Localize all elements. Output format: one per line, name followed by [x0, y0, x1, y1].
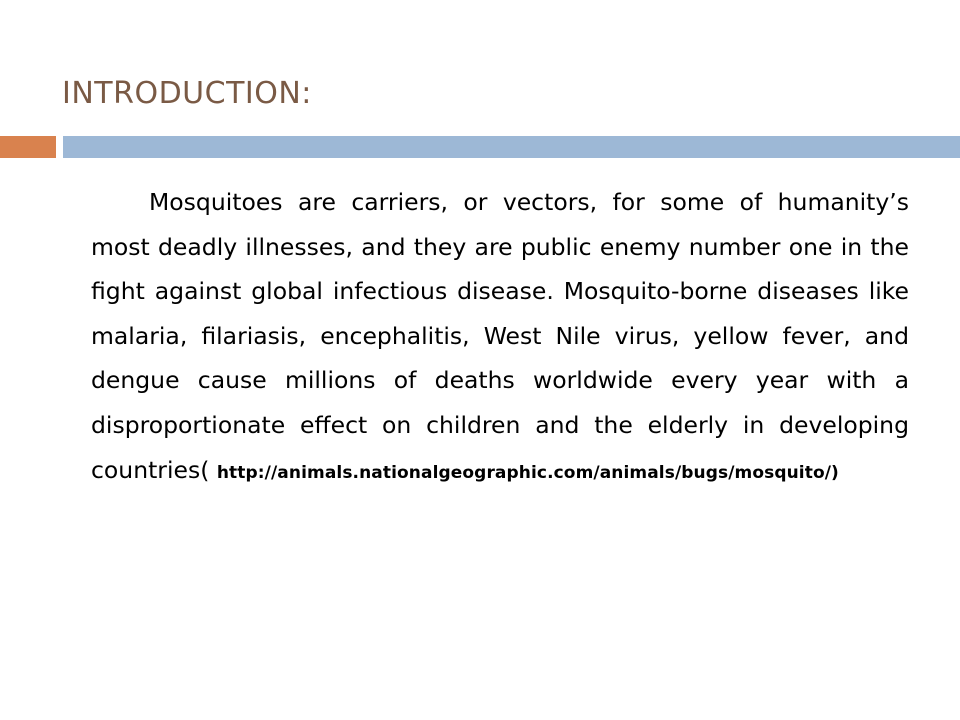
- body-text: Mosquitoes are carriers, or vectors, for some of humanity’s most deadly illnesses, and they are public enemy number one in the fight against global infectious disease. Mosquito-borne diseases like malaria, filariasis, encephalitis, West Nile virus, yellow fever, and dengue cause millions of deaths worldwide every year with a disproportionate effect on children and the elderly in developing countries(: [91, 188, 909, 484]
- accent-bar: [0, 136, 56, 158]
- source-url: http://animals.nationalgeographic.com/animals/bugs/mosquito/): [216, 462, 839, 483]
- slide-title: INTRODUCTION:: [62, 76, 312, 111]
- body-paragraph: [91, 180, 909, 495]
- header-bar: [63, 136, 960, 158]
